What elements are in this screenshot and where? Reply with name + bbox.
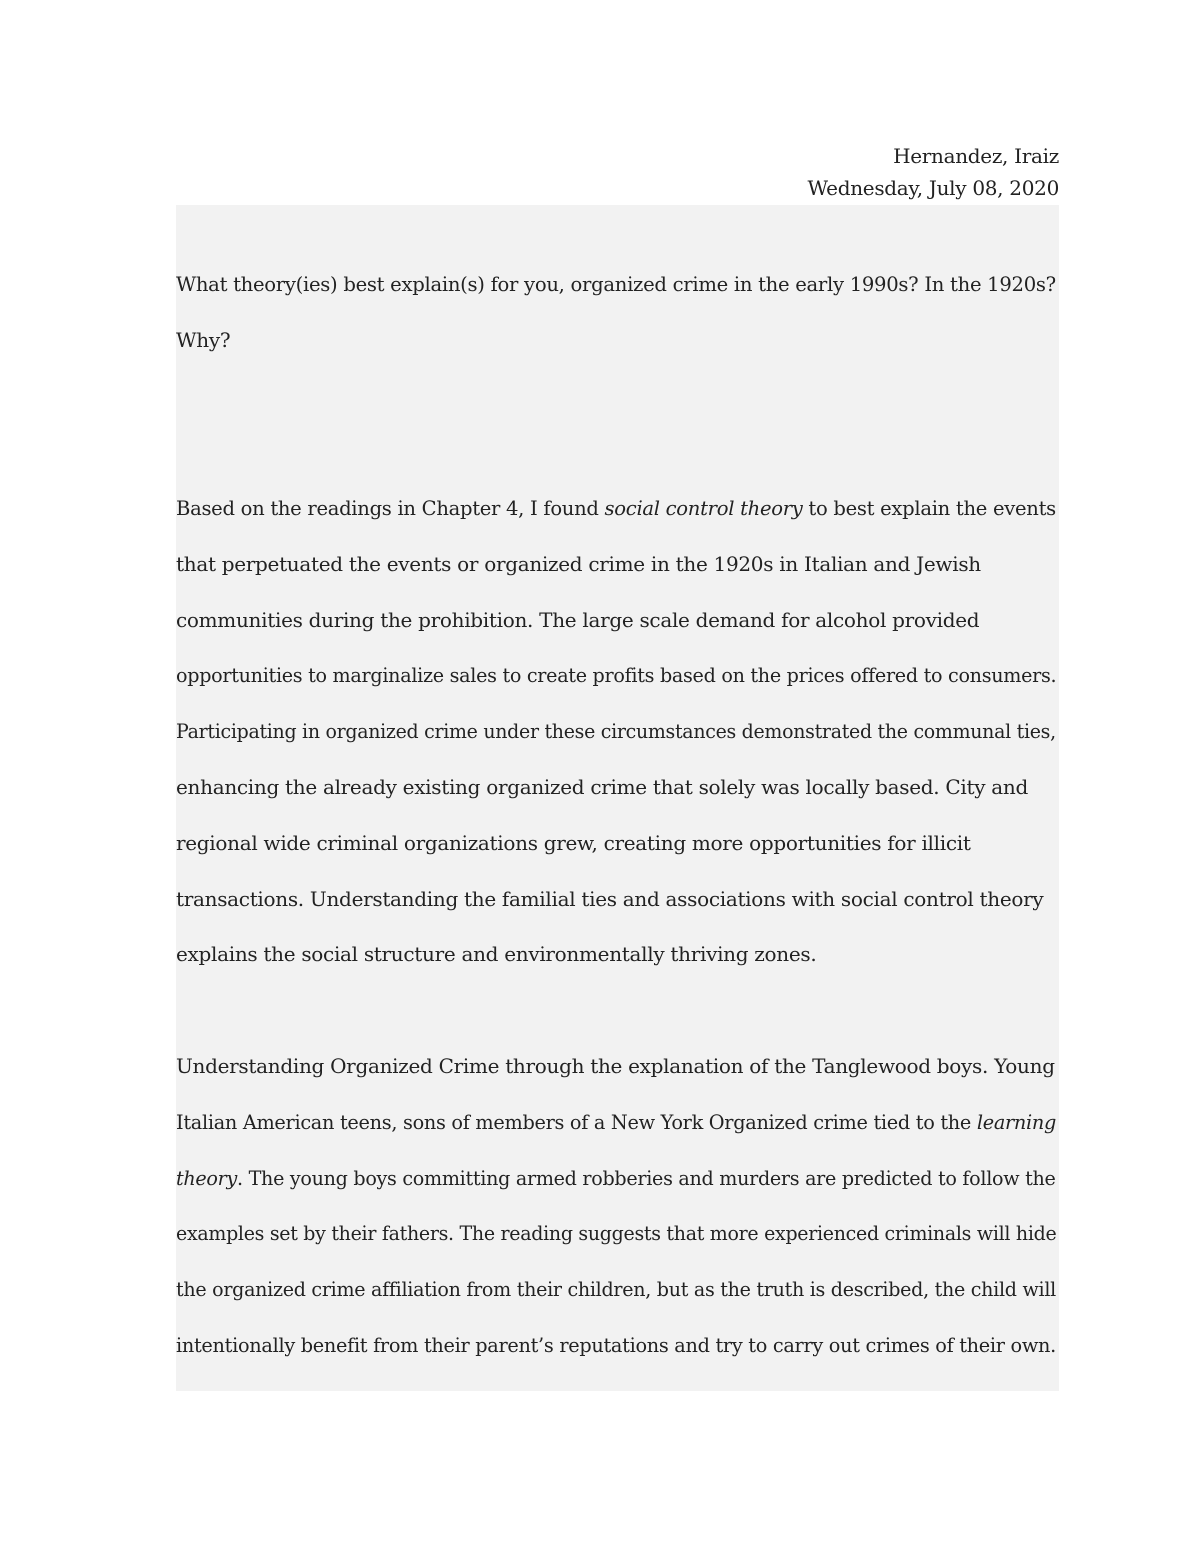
paragraph-line: Understanding Organized Crime through the explanation of the Tanglewood boys. Young (176, 1054, 1055, 1078)
paragraph-line: communities during the prohibition. The large scale demand for alcohol provided (176, 607, 980, 632)
paragraph-line: Participating in organized crime under these circumstances demonstrated the communal ties, (176, 719, 1056, 744)
italic-term: social control theory (604, 496, 803, 520)
paragraph-line: examples set by their fathers. The reading suggests that more experienced criminals will hide (176, 1221, 1057, 1246)
answer-paragraph-1 (176, 481, 1056, 983)
question-paragraph (176, 257, 1056, 369)
question-line: What theory(ies) best explain(s) for you, organized crime in the early 1990s? In the 1920s? (176, 272, 1056, 296)
paragraph-line: regional wide criminal organizations grew, creating more opportunities for illicit (176, 830, 971, 855)
paragraph-line (176, 1151, 1056, 1207)
text-run: Based on the readings in Chapter 4, I found (176, 496, 605, 520)
text-run: Italian American teens, sons of members of a New York Organized crime tied to the (176, 1109, 977, 1134)
paragraph-line: the organized crime affiliation from their children, but as the truth is described, the child will (176, 1277, 1056, 1302)
document-header (808, 140, 1059, 204)
paragraph-line: explains the social structure and environmentally thriving zones. (176, 942, 817, 967)
text-run: to best explain the events (802, 496, 1056, 520)
italic-term: learning (976, 1109, 1057, 1134)
italic-term: theory (176, 1165, 238, 1190)
paragraph-line: intentionally benefit from their parent’s reputations and try to carry out crimes of their own. (176, 1332, 1056, 1357)
text-run: . The young boys committing armed robberies and murders are predicted to follow the (237, 1165, 1056, 1190)
paragraph-line: that perpetuated the events or organized crime in the 1920s in Italian and Jewish (176, 551, 981, 576)
answer-paragraph-2 (176, 1039, 1056, 1374)
document-date: Wednesday, July 08, 2020 (807, 176, 1059, 200)
paragraph-line: transactions. Understanding the familial ties and associations with social control theory (176, 886, 1044, 911)
paragraph-line (176, 481, 1056, 537)
content-panel (176, 205, 1059, 1391)
paragraph-line (176, 1095, 1057, 1151)
paragraph-line: enhancing the already existing organized crime that solely was locally based. City and (176, 774, 1029, 799)
paragraph-line: opportunities to marginalize sales to create profits based on the prices offered to consumers. (176, 663, 1057, 688)
question-line: Why? (176, 327, 231, 352)
author-name: Hernandez, Iraiz (893, 144, 1059, 168)
